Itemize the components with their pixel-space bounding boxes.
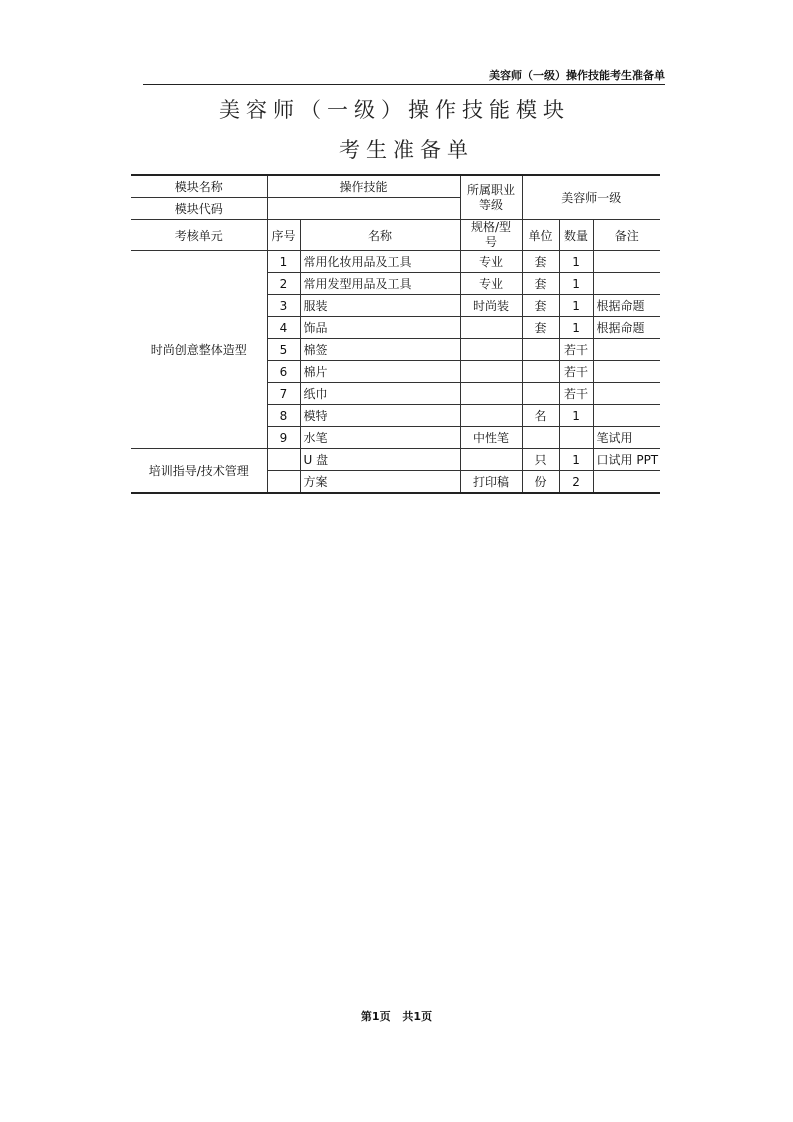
cell-name: 方案 [300,471,460,494]
cell-seq: 4 [267,317,300,339]
cell-seq: 1 [267,251,300,273]
module-name-value: 操作技能 [267,175,460,198]
cell-name: 常用化妆用品及工具 [300,251,460,273]
cell-seq [267,471,300,494]
module-code-value [267,198,460,220]
cell-qty: 1 [559,317,593,339]
cell-seq: 7 [267,383,300,405]
cell-measure [522,383,559,405]
table-row [131,449,660,471]
cell-spec [460,405,522,427]
cell-spec: 专业 [460,251,522,273]
cell-measure: 份 [522,471,559,494]
cell-qty: 1 [559,449,593,471]
cell-spec: 专业 [460,273,522,295]
cell-qty: 若干 [559,383,593,405]
running-header: 美容师（一级）操作技能考生准备单 [143,70,665,85]
cell-name: 服装 [300,295,460,317]
page-footer [0,1008,793,1024]
cell-measure: 套 [522,317,559,339]
cell-note [593,339,660,361]
cell-measure [522,427,559,449]
cell-spec: 打印稿 [460,471,522,494]
module-code-label: 模块代码 [131,198,267,220]
cell-note [593,273,660,295]
preparation-table [131,174,660,494]
cell-seq: 9 [267,427,300,449]
cell-name: 常用发型用品及工具 [300,273,460,295]
cell-note [593,471,660,494]
document-title: 美容师（一级）操作技能模块 [219,98,570,122]
cell-qty: 若干 [559,339,593,361]
cell-qty: 1 [559,273,593,295]
cell-note: 根据命题 [593,295,660,317]
column-header-seq: 序号 [267,220,300,251]
cell-measure [522,339,559,361]
cell-measure: 只 [522,449,559,471]
cell-name: 棉签 [300,339,460,361]
assessment-unit: 培训指导/技术管理 [131,449,267,494]
column-header-unit: 考核单元 [131,220,267,251]
cell-spec [460,449,522,471]
cell-qty: 若干 [559,361,593,383]
column-header-name: 名称 [300,220,460,251]
cell-seq: 5 [267,339,300,361]
cell-measure: 套 [522,251,559,273]
page-number: 第1页 [360,1010,391,1023]
cell-qty: 1 [559,295,593,317]
cell-name: 模特 [300,405,460,427]
column-header-spec: 规格/型号 [460,220,522,251]
cell-spec: 中性笔 [460,427,522,449]
level-value: 美容师一级 [522,175,660,220]
cell-spec: 时尚装 [460,295,522,317]
document-subtitle: 考生准备单 [339,138,474,162]
module-name-label: 模块名称 [131,175,267,198]
cell-note [593,383,660,405]
cell-note [593,361,660,383]
table-row [131,251,660,273]
cell-note: 笔试用 [593,427,660,449]
cell-name: 饰品 [300,317,460,339]
cell-note [593,251,660,273]
cell-measure: 套 [522,295,559,317]
cell-name: 水笔 [300,427,460,449]
cell-note [593,405,660,427]
cell-measure: 名 [522,405,559,427]
cell-spec [460,361,522,383]
cell-name: U 盘 [300,449,460,471]
assessment-unit: 时尚创意整体造型 [131,251,267,449]
cell-spec [460,383,522,405]
cell-spec [460,317,522,339]
cell-note: 口试用 PPT [593,449,660,471]
cell-qty [559,427,593,449]
cell-measure [522,361,559,383]
level-label: 所属职业等级 [460,175,522,220]
cell-qty: 2 [559,471,593,494]
cell-seq: 2 [267,273,300,295]
column-header-note: 备注 [593,220,660,251]
cell-qty: 1 [559,251,593,273]
cell-note: 根据命题 [593,317,660,339]
column-header-qty: 数量 [559,220,593,251]
cell-qty: 1 [559,405,593,427]
cell-name: 棉片 [300,361,460,383]
cell-spec [460,339,522,361]
cell-seq: 3 [267,295,300,317]
cell-seq: 6 [267,361,300,383]
cell-measure: 套 [522,273,559,295]
cell-seq: 8 [267,405,300,427]
cell-name: 纸巾 [300,383,460,405]
cell-seq [267,449,300,471]
column-header-measure: 单位 [522,220,559,251]
page-total: 共1页 [402,1010,433,1023]
